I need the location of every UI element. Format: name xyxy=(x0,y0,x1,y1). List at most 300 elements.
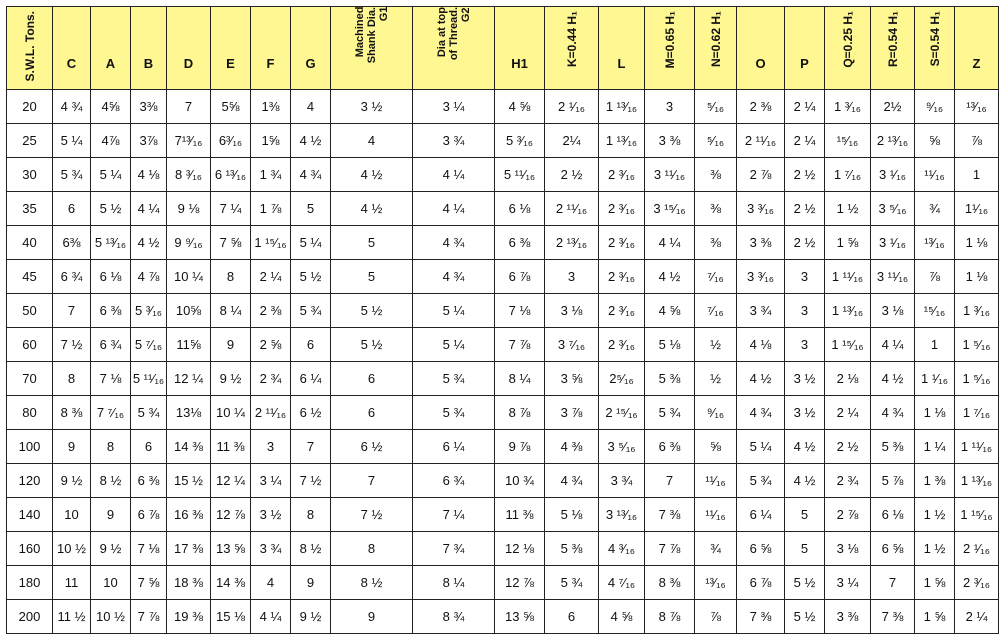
dimension-cell: 5 xyxy=(331,226,413,260)
dimension-cell: 1 ¹³⁄₁₆ xyxy=(599,90,645,124)
dimension-cell: 12 ⅞ xyxy=(211,498,251,532)
dimension-cell: 7 ⅞ xyxy=(645,532,695,566)
dimension-cell: 3 ⅜ xyxy=(825,600,871,634)
column-header xyxy=(737,7,785,90)
dimension-cell: 1 ¹⁵⁄₁₆ xyxy=(251,226,291,260)
table-row xyxy=(7,498,999,532)
dimension-cell: ⅝ xyxy=(915,124,955,158)
dimension-cell: 2 ³⁄₁₆ xyxy=(599,260,645,294)
dimension-cell: 3 ¹¹⁄₁₆ xyxy=(645,158,695,192)
dimension-cell: 7 xyxy=(871,566,915,600)
dimension-cell: 10 xyxy=(91,566,131,600)
dimension-cell: 1 ³⁄₁₆ xyxy=(825,90,871,124)
table-row xyxy=(7,294,999,328)
dimension-cell: 7 ⅞ xyxy=(495,328,545,362)
column-header xyxy=(251,7,291,90)
dimension-cell: ⅞ xyxy=(695,600,737,634)
column-header-label: Machined Shank Dia. G1 xyxy=(353,7,390,64)
swl-tons-cell: 20 xyxy=(7,90,53,124)
dimension-cell: 7 ½ xyxy=(53,328,91,362)
dimension-cell: 6 ⅝ xyxy=(871,532,915,566)
dimension-cell: 8 xyxy=(331,532,413,566)
dimension-cell: 7 ¼ xyxy=(211,192,251,226)
dimension-cell: 6 ⅜ xyxy=(91,294,131,328)
dimension-cell: 13 ⅝ xyxy=(211,532,251,566)
dimension-cell: 2 ¹¹⁄₁₆ xyxy=(737,124,785,158)
dimension-cell: 6 ½ xyxy=(291,396,331,430)
column-header-label: D xyxy=(183,55,194,71)
dimension-cell: 7 ¾ xyxy=(413,532,495,566)
dimension-cell: 9 ½ xyxy=(53,464,91,498)
dimension-cell: 5 ½ xyxy=(291,260,331,294)
dimension-cell: 2 ¼ xyxy=(825,396,871,430)
dimension-cell: 1 ½ xyxy=(915,498,955,532)
dimension-cell: 6 ¹³⁄₁₆ xyxy=(211,158,251,192)
dimension-cell: 3 ³⁄₁₆ xyxy=(737,260,785,294)
dimension-cell: 6 ¼ xyxy=(737,498,785,532)
dimension-cell: 5 ¾ xyxy=(545,566,599,600)
column-header-label: Z xyxy=(972,55,981,71)
dimension-cell: 3 ⅝ xyxy=(545,362,599,396)
dimension-cell: 7 ⅞ xyxy=(131,600,167,634)
dimension-cell: 8 ¼ xyxy=(211,294,251,328)
dimension-cell: ⅜ xyxy=(695,158,737,192)
dimension-cell: 4 ⅜ xyxy=(545,430,599,464)
dimension-cell: 6⅜ xyxy=(53,226,91,260)
column-header xyxy=(167,7,211,90)
dimension-cell: 5 ¼ xyxy=(53,124,91,158)
swl-tons-cell: 120 xyxy=(7,464,53,498)
dimension-cell: 4 ⅞ xyxy=(131,260,167,294)
dimension-cell: 2 ⅝ xyxy=(251,328,291,362)
column-header-label: B xyxy=(143,55,154,71)
column-header xyxy=(915,7,955,90)
dimension-cell: 3 xyxy=(645,90,695,124)
column-header xyxy=(413,7,495,90)
column-header xyxy=(91,7,131,90)
column-header xyxy=(53,7,91,90)
dimension-cell: 1 ¹¹⁄₁₆ xyxy=(825,260,871,294)
dimension-cell: 3 xyxy=(545,260,599,294)
dimension-cell: ⁵⁄₁₆ xyxy=(695,90,737,124)
dimension-cell: 3 ¼ xyxy=(413,90,495,124)
column-header xyxy=(645,7,695,90)
dimension-cell: 5 ¹³⁄₁₆ xyxy=(91,226,131,260)
dimension-cell: ¹¹⁄₁₆ xyxy=(915,158,955,192)
dimension-cell: 6 ½ xyxy=(331,430,413,464)
dimension-cell: 4 ¼ xyxy=(131,192,167,226)
dimension-cell: 2⁵⁄₁₆ xyxy=(599,362,645,396)
dimension-cell: 5 ¾ xyxy=(645,396,695,430)
dimension-cell: 8 ¼ xyxy=(495,362,545,396)
dimension-cell: 11 ⅜ xyxy=(495,498,545,532)
dimension-cell: 5 ³⁄₁₆ xyxy=(131,294,167,328)
dimension-cell: 1 xyxy=(955,158,999,192)
dimension-cell: 4 ¼ xyxy=(645,226,695,260)
column-header-label: F xyxy=(266,55,275,71)
dimension-cell: 3 ⁷⁄₁₆ xyxy=(545,328,599,362)
dimension-cell: 1 ⅝ xyxy=(825,226,871,260)
dimension-cell: 2 ½ xyxy=(545,158,599,192)
dimension-cell: 3 xyxy=(785,294,825,328)
dimension-cell: 4 ¾ xyxy=(413,226,495,260)
column-header xyxy=(211,7,251,90)
dimension-cell: 7 ⅛ xyxy=(91,362,131,396)
dimension-cell: 5 ⅜ xyxy=(871,430,915,464)
dimension-cell: 5 ½ xyxy=(331,328,413,362)
dimension-cell: 9 ½ xyxy=(91,532,131,566)
dimension-cell: 1 ⅝ xyxy=(915,566,955,600)
dimension-cell: 7 ⅛ xyxy=(495,294,545,328)
table-row xyxy=(7,124,999,158)
swl-tons-cell: 25 xyxy=(7,124,53,158)
dimension-cell: 2 ½ xyxy=(785,158,825,192)
dimension-cell: 2 ³⁄₁₆ xyxy=(599,158,645,192)
dimension-cell: 3 ¾ xyxy=(251,532,291,566)
dimension-cell: 1 ¹⁵⁄₁₆ xyxy=(825,328,871,362)
dimension-cell: 4 ½ xyxy=(331,192,413,226)
dimension-cell: 4 ³⁄₁₆ xyxy=(599,532,645,566)
dimension-cell: 1 ¹⁵⁄₁₆ xyxy=(955,498,999,532)
dimension-cell: 3 ¹¹⁄₁₆ xyxy=(871,260,915,294)
dimension-cell: 1⅜ xyxy=(251,90,291,124)
dimension-cell: 2 ³⁄₁₆ xyxy=(599,328,645,362)
column-header xyxy=(545,7,599,90)
dimension-cell: 5 ½ xyxy=(785,566,825,600)
dimension-cell: 1 ¹³⁄₁₆ xyxy=(825,294,871,328)
dimension-cell: 16 ⅜ xyxy=(167,498,211,532)
dimension-cell: 4 ⅝ xyxy=(645,294,695,328)
dimension-cell: 6 xyxy=(291,328,331,362)
dimension-cell: 2 ¹³⁄₁₆ xyxy=(871,124,915,158)
dimension-cell: 4 ¾ xyxy=(737,396,785,430)
dimension-cell: 6 ¾ xyxy=(53,260,91,294)
dimension-cell: 2 ¹³⁄₁₆ xyxy=(545,226,599,260)
dimension-cell: 4 ½ xyxy=(291,124,331,158)
dimension-cell: 5 ⁷⁄₁₆ xyxy=(131,328,167,362)
dimension-cell: 13 ⅝ xyxy=(495,600,545,634)
dimension-cell: 9 ½ xyxy=(211,362,251,396)
table-row xyxy=(7,362,999,396)
column-header xyxy=(331,7,413,90)
dimension-cell: 13⅛ xyxy=(167,396,211,430)
dimension-cell: 3 ¾ xyxy=(599,464,645,498)
dimension-cell: 14 ⅜ xyxy=(167,430,211,464)
column-header xyxy=(785,7,825,90)
dimension-cell: 2 ½ xyxy=(785,192,825,226)
dimension-cell: 9 xyxy=(291,566,331,600)
dimension-cell: 1 ⅜ xyxy=(915,464,955,498)
dimension-cell: 9 ⅛ xyxy=(167,192,211,226)
dimension-cell: 3 ⅜ xyxy=(645,124,695,158)
dimension-cell: 6 xyxy=(545,600,599,634)
dimension-cell: 3 ¾ xyxy=(413,124,495,158)
dimension-cell: 2 ½ xyxy=(785,226,825,260)
dimension-cell: 5 ¹¹⁄₁₆ xyxy=(131,362,167,396)
dimension-cell: 2½ xyxy=(871,90,915,124)
dimension-cell: 2 ¹⁄₁₆ xyxy=(955,532,999,566)
dimension-cell: 4 ½ xyxy=(331,158,413,192)
dimension-cell: 1 ¼ xyxy=(915,430,955,464)
dimension-cell: 4 ¼ xyxy=(871,328,915,362)
dimension-cell: 1¹⁄₁₆ xyxy=(955,192,999,226)
dimension-cell: 8 ½ xyxy=(91,464,131,498)
dimension-cell: 5 ½ xyxy=(785,600,825,634)
dimension-cell: 3 ⅛ xyxy=(825,532,871,566)
column-header-label: N=0.62 H₁ xyxy=(708,11,723,67)
dimension-cell: 2 ½ xyxy=(825,430,871,464)
dimension-cell: 4 ⅝ xyxy=(495,90,545,124)
dimension-cell: 5 ¹¹⁄₁₆ xyxy=(495,158,545,192)
dimension-cell: 14 ⅜ xyxy=(211,566,251,600)
column-header-label: Dia at top of Thread. G2 xyxy=(435,7,472,61)
dimension-cell: 1 ⁵⁄₁₆ xyxy=(955,328,999,362)
dimension-cell: 10 ¾ xyxy=(495,464,545,498)
dimension-cell: 3 ½ xyxy=(331,90,413,124)
dimension-cell: ¹¹⁄₁₆ xyxy=(695,464,737,498)
dimension-cell: 5 ⅜ xyxy=(545,532,599,566)
dimension-cell: 8 ⅜ xyxy=(53,396,91,430)
dimension-cell: 8 ³⁄₁₆ xyxy=(167,158,211,192)
dimension-cell: 10 ½ xyxy=(53,532,91,566)
dimension-cell: 8 xyxy=(211,260,251,294)
dimension-cell: 5 ³⁄₁₆ xyxy=(495,124,545,158)
dimension-cell: 6 ⅞ xyxy=(737,566,785,600)
dimension-cell: 7 xyxy=(167,90,211,124)
swl-tons-cell: 45 xyxy=(7,260,53,294)
dimension-cell: 8 ¾ xyxy=(413,600,495,634)
dimension-cell: 4 xyxy=(331,124,413,158)
dimension-cell: 3 xyxy=(251,430,291,464)
dimension-cell: 8 ⅜ xyxy=(645,566,695,600)
dimension-cell: 4 ½ xyxy=(785,430,825,464)
dimension-cell: 9 xyxy=(331,600,413,634)
dimension-cell: 2¼ xyxy=(545,124,599,158)
column-header-label: A xyxy=(105,55,116,71)
dimension-cell: 5 ¼ xyxy=(91,158,131,192)
table-row xyxy=(7,226,999,260)
dimension-cell: 3 ⁵⁄₁₆ xyxy=(599,430,645,464)
dimension-cell: ⁹⁄₁₆ xyxy=(695,396,737,430)
dimension-cell: 8 ¼ xyxy=(413,566,495,600)
dimension-cell: 3 ¼ xyxy=(251,464,291,498)
column-header xyxy=(871,7,915,90)
dimension-cell: 3 ⅞ xyxy=(545,396,599,430)
dimension-cell: 1 ³⁄₁₆ xyxy=(955,294,999,328)
column-header-label: S.W.L. Tons. xyxy=(22,11,37,82)
column-header-label: C xyxy=(66,55,77,71)
dimension-cell: 9 xyxy=(211,328,251,362)
dimension-cell: 7 xyxy=(291,430,331,464)
dimension-cell: 5 ¼ xyxy=(413,328,495,362)
column-header-label: M=0.65 H₁ xyxy=(662,11,677,69)
dimension-cell: 5 ¾ xyxy=(131,396,167,430)
table-row xyxy=(7,566,999,600)
dimension-cell: 1 ⁷⁄₁₆ xyxy=(955,396,999,430)
dimension-cell: 6 xyxy=(53,192,91,226)
dimension-cell: ⁵⁄₁₆ xyxy=(695,124,737,158)
swl-tons-cell: 100 xyxy=(7,430,53,464)
dimension-cell: 6 xyxy=(331,362,413,396)
dimension-cell: 2 ¼ xyxy=(955,600,999,634)
swl-tons-cell: 60 xyxy=(7,328,53,362)
dimension-cell: 5 xyxy=(785,532,825,566)
dimension-cell: 5 ¼ xyxy=(737,430,785,464)
dimension-cell: 1 ⅛ xyxy=(955,226,999,260)
column-header xyxy=(131,7,167,90)
table-row xyxy=(7,464,999,498)
dimension-cell: 4 ¼ xyxy=(413,192,495,226)
dimension-cell: ¹³⁄₁₆ xyxy=(915,226,955,260)
table-row xyxy=(7,328,999,362)
dimension-cell: 3 ⅛ xyxy=(545,294,599,328)
dimension-cell: 10 ¼ xyxy=(211,396,251,430)
dimension-cell: 8 ⅞ xyxy=(645,600,695,634)
table-body xyxy=(7,90,999,634)
dimension-cell: 8 ⅞ xyxy=(495,396,545,430)
dimension-cell: ½ xyxy=(695,362,737,396)
dimension-cell: ⅜ xyxy=(695,226,737,260)
dimension-cell: 4 ¾ xyxy=(53,90,91,124)
column-header-label: O xyxy=(755,55,766,71)
dimension-cell: 2 ⅛ xyxy=(825,362,871,396)
dimension-cell: 4 xyxy=(251,566,291,600)
dimension-cell: 5 ¾ xyxy=(737,464,785,498)
dimension-cell: 4 ¼ xyxy=(251,600,291,634)
dimension-cell: 2 ³⁄₁₆ xyxy=(955,566,999,600)
dimension-cell: 7 ⅛ xyxy=(131,532,167,566)
dimension-cell: 5 ½ xyxy=(331,294,413,328)
dimension-cell: 18 ⅜ xyxy=(167,566,211,600)
dimension-cell: 1 ½ xyxy=(825,192,871,226)
dimension-cell: 2 ¹⁄₁₆ xyxy=(545,90,599,124)
dimension-cell: 5 ¼ xyxy=(413,294,495,328)
dimension-cell: 12 ¼ xyxy=(167,362,211,396)
dimension-cell: 8 xyxy=(291,498,331,532)
dimension-cell: 3 ½ xyxy=(251,498,291,532)
dimension-cell: 4 xyxy=(291,90,331,124)
dimension-cell: 5 ¾ xyxy=(413,362,495,396)
dimension-cell: 5 ⅞ xyxy=(871,464,915,498)
dimension-cell: 1 ⁷⁄₁₆ xyxy=(825,158,871,192)
dimension-cell: 4 ½ xyxy=(645,260,695,294)
dimension-cell: ⅞ xyxy=(915,260,955,294)
dimension-cell: 2 ⅞ xyxy=(825,498,871,532)
dimension-cell: 9 ⅞ xyxy=(495,430,545,464)
column-header xyxy=(495,7,545,90)
dimension-cell: 1 ⅛ xyxy=(955,260,999,294)
dimension-cell: 12 ¼ xyxy=(211,464,251,498)
dimension-cell: 4⅝ xyxy=(91,90,131,124)
column-header xyxy=(825,7,871,90)
dimension-cell: 4 ¼ xyxy=(413,158,495,192)
dimension-cell: 10 ½ xyxy=(91,600,131,634)
dimension-cell: 4 ⅝ xyxy=(599,600,645,634)
dimension-cell: 1 ⅝ xyxy=(915,600,955,634)
dimension-cell: 1 ¹⁄₁₆ xyxy=(915,362,955,396)
column-header-label: L xyxy=(617,55,626,71)
table-row xyxy=(7,260,999,294)
swl-tons-cell: 35 xyxy=(7,192,53,226)
table-row xyxy=(7,396,999,430)
shackle-dimension-table xyxy=(6,6,999,634)
dimension-cell: 7¹³⁄₁₆ xyxy=(167,124,211,158)
dimension-cell: 7 ¼ xyxy=(413,498,495,532)
swl-tons-cell: 200 xyxy=(7,600,53,634)
dimension-cell: 1 ⅞ xyxy=(251,192,291,226)
dimension-cell: 7 ⁷⁄₁₆ xyxy=(91,396,131,430)
dimension-cell: 9 xyxy=(53,430,91,464)
column-header xyxy=(955,7,999,90)
dimension-cell: 3 ½ xyxy=(785,396,825,430)
dimension-cell: 7 xyxy=(645,464,695,498)
dimension-cell: 9 xyxy=(91,498,131,532)
column-header-label: P xyxy=(800,55,809,71)
dimension-cell: 5 ½ xyxy=(91,192,131,226)
dimension-cell: 2 ³⁄₁₆ xyxy=(599,192,645,226)
table-row xyxy=(7,532,999,566)
dimension-cell: 1 ½ xyxy=(915,532,955,566)
dimension-cell: ¹¹⁄₁₆ xyxy=(695,498,737,532)
dimension-cell: 9 ⁹⁄₁₆ xyxy=(167,226,211,260)
column-header-label: S=0.54 H₁ xyxy=(927,11,942,67)
swl-tons-cell: 50 xyxy=(7,294,53,328)
dimension-cell: 4⅞ xyxy=(91,124,131,158)
dimension-cell: ¾ xyxy=(915,192,955,226)
dimension-cell: 7 ⅜ xyxy=(737,600,785,634)
dimension-cell: 7 ⅝ xyxy=(131,566,167,600)
dimension-cell: ⅞ xyxy=(955,124,999,158)
dimension-cell: 11 xyxy=(53,566,91,600)
dimension-cell: 7 xyxy=(331,464,413,498)
dimension-cell: 4 ½ xyxy=(785,464,825,498)
dimension-cell: 19 ⅜ xyxy=(167,600,211,634)
dimension-cell: 11 ½ xyxy=(53,600,91,634)
dimension-cell: 6 xyxy=(331,396,413,430)
dimension-cell: 7 ⅝ xyxy=(211,226,251,260)
dimension-cell: ¹⁵⁄₁₆ xyxy=(825,124,871,158)
dimension-cell: 1 xyxy=(915,328,955,362)
dimension-cell: 6 ⅛ xyxy=(495,192,545,226)
dimension-cell: 4 ⁷⁄₁₆ xyxy=(599,566,645,600)
dimension-cell: 2 ¼ xyxy=(251,260,291,294)
column-header-label: H1 xyxy=(511,55,528,71)
swl-tons-cell: 70 xyxy=(7,362,53,396)
dimension-cell: 15 ½ xyxy=(167,464,211,498)
table-header-row xyxy=(7,7,999,90)
dimension-cell: 6 ¼ xyxy=(291,362,331,396)
dimension-cell: 10⅝ xyxy=(167,294,211,328)
dimension-cell: 1 ⅛ xyxy=(915,396,955,430)
dimension-cell: 6 ⅛ xyxy=(871,498,915,532)
dimension-cell: 17 ⅜ xyxy=(167,532,211,566)
dimension-cell: 12 ⅞ xyxy=(495,566,545,600)
dimension-cell: 2 ¾ xyxy=(251,362,291,396)
dimension-cell: 4 ⅛ xyxy=(737,328,785,362)
table-row xyxy=(7,90,999,124)
swl-tons-cell: 140 xyxy=(7,498,53,532)
dimension-cell: 3⅜ xyxy=(131,90,167,124)
swl-tons-cell: 160 xyxy=(7,532,53,566)
dimension-cell: 6 xyxy=(131,430,167,464)
dimension-cell: 3⅞ xyxy=(131,124,167,158)
dimension-cell: 6 ⅜ xyxy=(495,226,545,260)
dimension-cell: 2 ¼ xyxy=(785,90,825,124)
dimension-cell: 12 ⅛ xyxy=(495,532,545,566)
column-header-label: G xyxy=(305,55,316,71)
dimension-cell: 3 ¼ xyxy=(825,566,871,600)
dimension-cell: 4 ¾ xyxy=(413,260,495,294)
